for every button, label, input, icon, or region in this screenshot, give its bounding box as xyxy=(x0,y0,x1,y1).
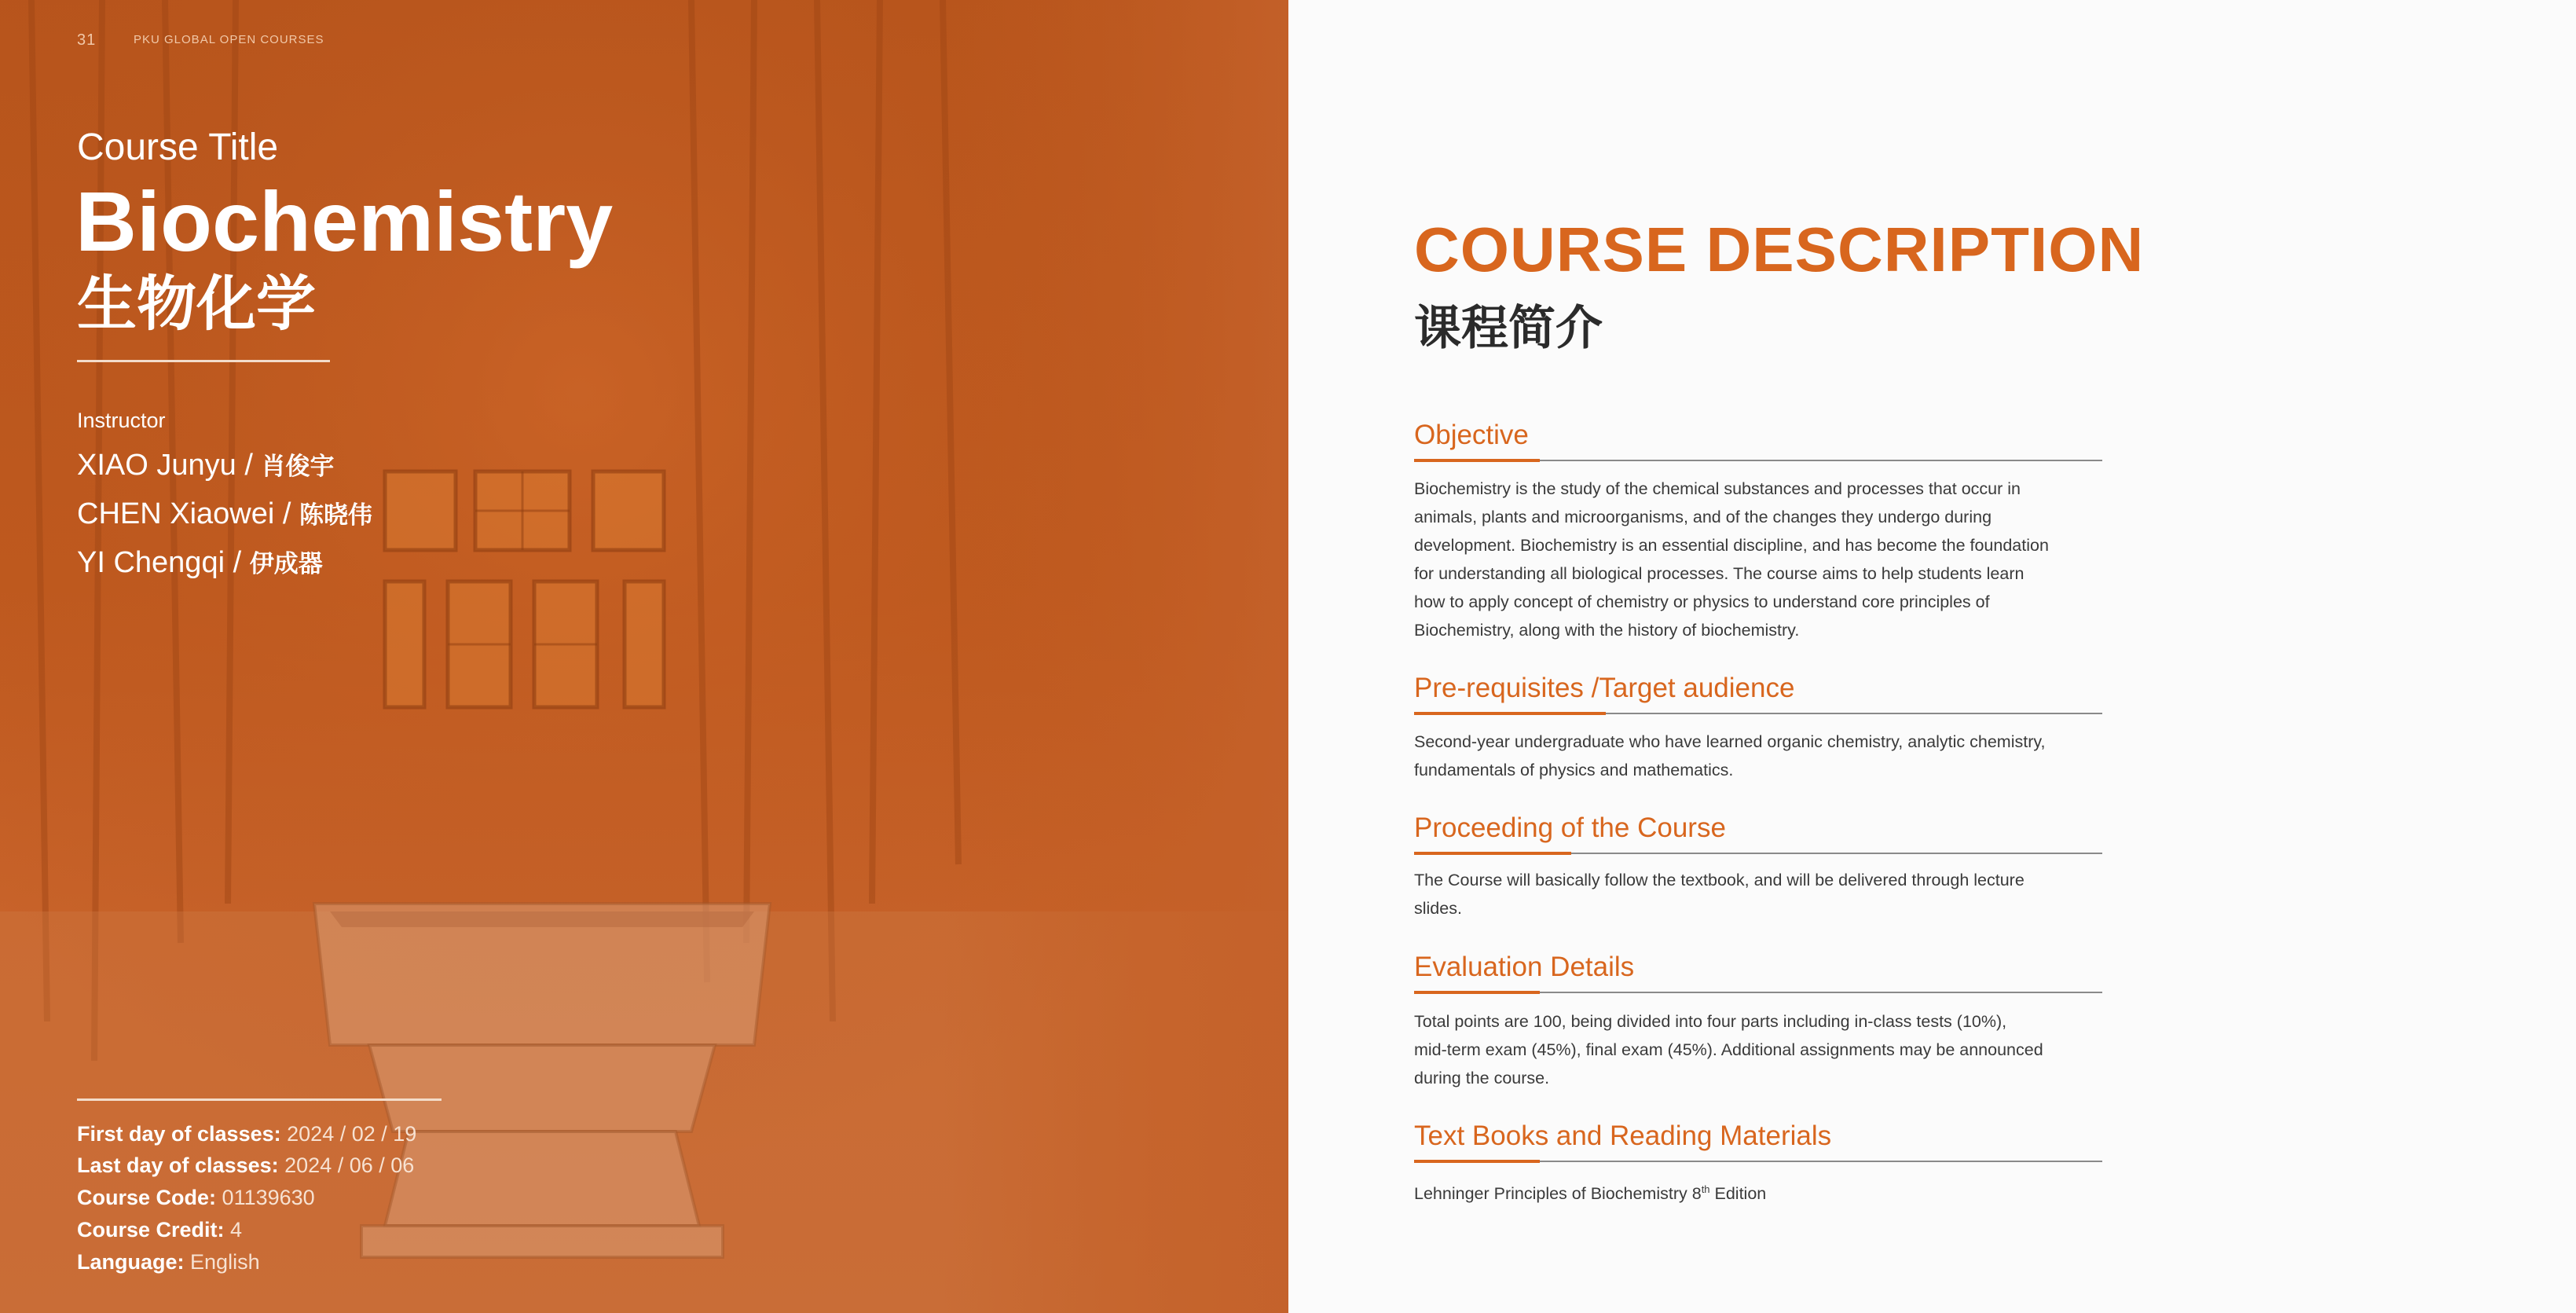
section-heading-evaluation: Evaluation Details xyxy=(1414,952,1635,982)
info-key: First day of classes: xyxy=(77,1122,281,1146)
text-line: The Course will basically follow the textbook, and will be delivered through lecture xyxy=(1414,871,2025,889)
text-line: Second-year undergraduate who have learned organic chemistry, analytic chemistry, xyxy=(1414,732,2046,751)
objective-text xyxy=(1414,475,2105,644)
text-line: Total points are 100, being divided into four parts including in-class tests (10%), xyxy=(1414,1012,2007,1031)
section-rule-accent xyxy=(1414,712,1606,715)
textbook-title: Lehninger Principles of Biochemistry 8 xyxy=(1414,1184,1702,1204)
textbook-edition-suffix: Edition xyxy=(1709,1184,1767,1204)
info-last-day xyxy=(77,1153,414,1178)
text-line: slides. xyxy=(1414,899,1462,918)
info-value: 4 xyxy=(230,1218,243,1241)
instructor-name-cn: 陈晓伟 xyxy=(299,501,372,529)
instructor-name xyxy=(77,446,334,482)
text-line: development. Biochemistry is an essential discipline, and has become the foundation xyxy=(1414,536,2049,555)
prerequisites-text xyxy=(1414,728,2105,784)
instructor-name-cn: 伊成器 xyxy=(249,550,323,578)
info-value: 01139630 xyxy=(222,1186,315,1209)
section-heading-prerequisites: Pre-requisites /Target audience xyxy=(1414,673,1795,703)
info-value: English xyxy=(190,1250,260,1274)
info-language xyxy=(77,1250,260,1274)
instructor-label: Instructor xyxy=(77,409,166,432)
instructor-name-en: XIAO Junyu xyxy=(77,449,236,482)
textbook-text xyxy=(1414,1175,2105,1208)
instructor-separator: / xyxy=(236,449,262,482)
text-line: fundamentals of physics and mathematics. xyxy=(1414,761,1734,779)
instructor-separator: / xyxy=(274,497,299,530)
page-number: 31 xyxy=(77,31,97,49)
section-heading-objective: Objective xyxy=(1414,420,1529,450)
instructor-name xyxy=(77,495,372,531)
instructor-separator: / xyxy=(225,546,250,579)
info-key: Last day of classes: xyxy=(77,1153,279,1177)
course-title-label: Course Title xyxy=(77,127,279,168)
info-value: 2024 / 06 / 06 xyxy=(284,1153,415,1177)
evaluation-text xyxy=(1414,1007,2105,1092)
proceeding-text xyxy=(1414,866,2105,922)
text-line: Biochemistry is the study of the chemical substances and processes that occur in xyxy=(1414,479,2021,498)
section-rule-accent xyxy=(1414,1160,1540,1163)
course-description-title: COURSE DESCRIPTION xyxy=(1414,215,2145,284)
info-key: Course Credit: xyxy=(77,1218,225,1241)
info-value: 2024 / 02 / 19 xyxy=(287,1122,417,1146)
section-rule-accent xyxy=(1414,852,1571,855)
section-heading-textbooks: Text Books and Reading Materials xyxy=(1414,1120,1832,1151)
info-course-credit xyxy=(77,1218,242,1242)
text-line: how to apply concept of chemistry or physics to understand core principles of xyxy=(1414,592,1990,611)
title-divider xyxy=(77,360,330,362)
info-key: Course Code: xyxy=(77,1186,217,1209)
section-rule-accent xyxy=(1414,991,1540,994)
text-line: Biochemistry, along with the history of biochemistry. xyxy=(1414,621,1800,640)
textbook-edition-superscript: th xyxy=(1701,1183,1710,1195)
section-rule-accent xyxy=(1414,459,1540,462)
course-description-page xyxy=(1288,0,2576,1313)
text-line: animals, plants and microorganisms, and of the changes they undergo during xyxy=(1414,508,1992,526)
text-line: during the course. xyxy=(1414,1069,1550,1087)
section-heading-proceeding: Proceeding of the Course xyxy=(1414,812,1726,843)
info-key: Language: xyxy=(77,1250,185,1274)
course-name: Biochemistry xyxy=(75,174,614,269)
instructor-name-cn: 肖俊宇 xyxy=(261,453,335,480)
course-description-title-chinese: 课程简介 xyxy=(1414,302,1603,354)
running-head: PKU GLOBAL OPEN COURSES xyxy=(134,33,324,46)
instructor-name-en: YI Chengqi xyxy=(77,546,225,579)
info-first-day xyxy=(77,1122,416,1146)
instructor-name-en: CHEN Xiaowei xyxy=(77,497,275,530)
instructor-name xyxy=(77,544,323,580)
text-line: for understanding all biological processes. The course aims to help students learn xyxy=(1414,564,2025,583)
course-name-chinese: 生物化学 xyxy=(77,271,316,338)
info-course-code xyxy=(77,1186,315,1210)
info-divider xyxy=(77,1098,442,1101)
text-line: mid-term exam (45%), final exam (45%). Additional assignments may be announced xyxy=(1414,1040,2043,1059)
